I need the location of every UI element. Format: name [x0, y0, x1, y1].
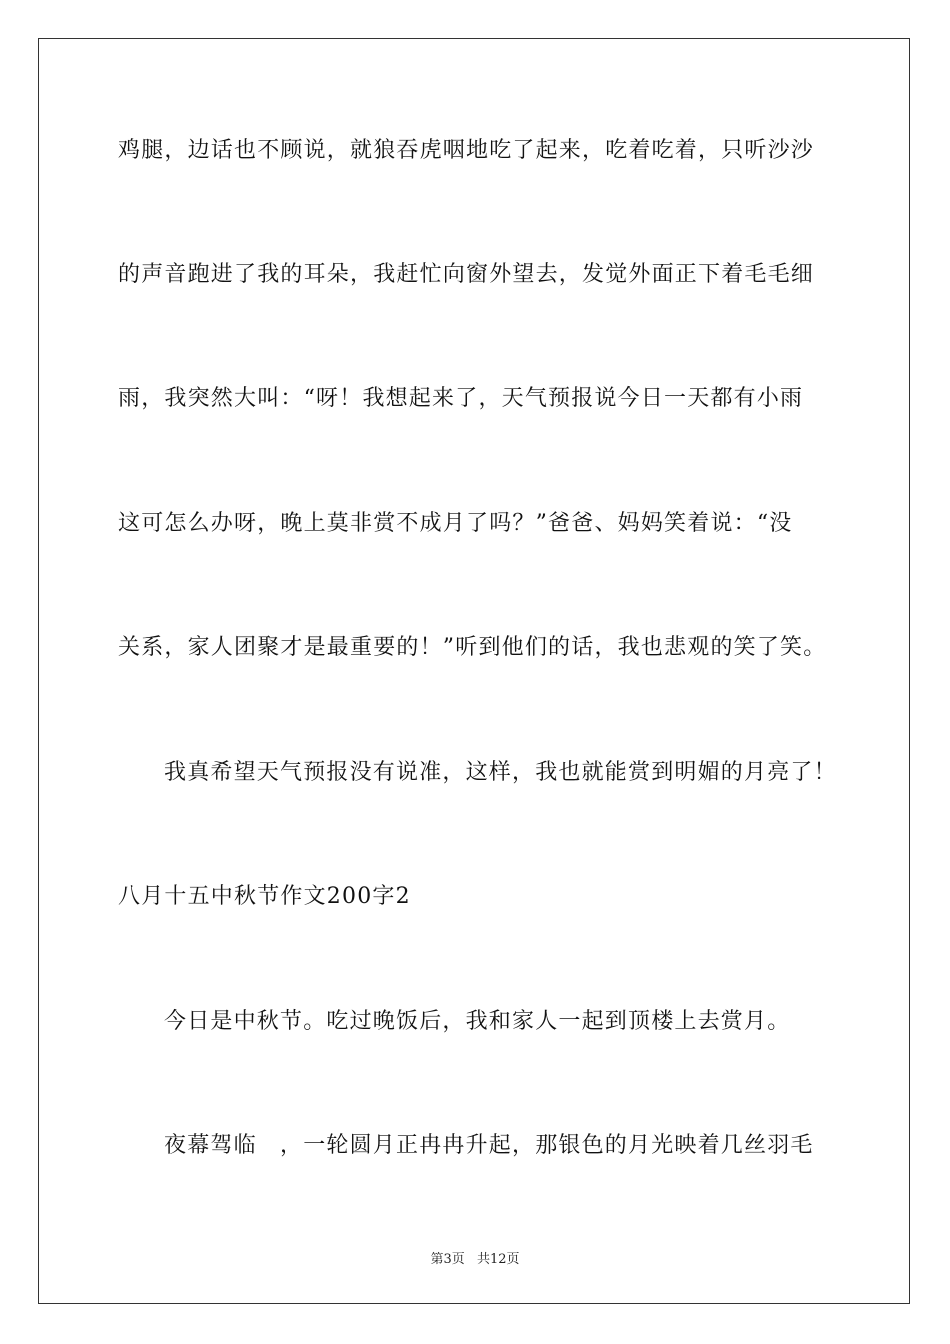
page-number: 第3页	[430, 1252, 465, 1267]
page-border	[38, 38, 910, 1304]
paragraph-line: 关系，家人团聚才是最重要的！”听到他们的话，我也悲观的笑了笑。	[118, 635, 827, 660]
paragraph-line: 我真希望天气预报没有说准，这样，我也就能赏到明媚的月亮了！	[164, 760, 837, 785]
section-heading: 八月十五中秋节作文200字2	[118, 884, 411, 909]
paragraph-line: 今日是中秋节。吃过晚饭后，我和家人一起到顶楼上去赏月。	[164, 1009, 791, 1034]
paragraph-line: 夜幕驾临 ，一轮圆月正冉冉升起，那银色的月光映着几丝羽毛	[164, 1133, 814, 1158]
page-footer	[0, 1248, 950, 1267]
paragraph-line: 这可怎么办呀，晚上莫非赏不成月了吗？”爸爸、妈妈笑着说：“没	[118, 511, 793, 536]
page-total: 共12页	[476, 1252, 520, 1267]
paragraph-line: 雨，我突然大叫：“呀！我想起来了，天气预报说今日一天都有小雨	[118, 386, 804, 411]
paragraph-line: 鸡腿，边话也不顾说，就狼吞虎咽地吃了起来，吃着吃着，只听沙沙	[118, 138, 815, 163]
paragraph-line: 的声音跑进了我的耳朵，我赶忙向窗外望去，发觉外面正下着毛毛细	[118, 262, 815, 287]
